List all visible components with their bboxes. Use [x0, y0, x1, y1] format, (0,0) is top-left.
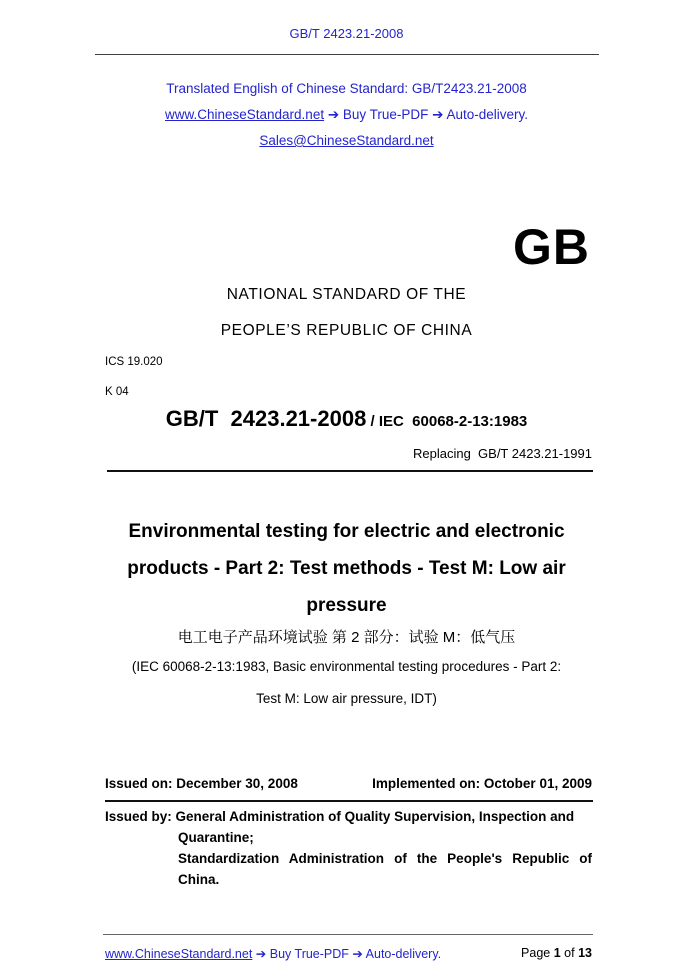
sales-email-link[interactable]: Sales@ChineseStandard.net [259, 133, 434, 148]
title-line-1: Environmental testing for electric and electronic [128, 521, 565, 542]
header-divider [95, 54, 599, 55]
chinesestandard-site-link[interactable]: www.ChineseStandard.net [164, 107, 325, 122]
national-standard-line-1: NATIONAL STANDARD OF THE [226, 286, 467, 303]
iec-number: IEC 60068-2-13:1983 [378, 413, 528, 430]
title-line-2: products - Part 2: Test methods - Test M: Low air [127, 558, 566, 579]
page-label: Page [521, 946, 551, 960]
intro-block [0, 80, 693, 158]
implemented-on-date: Implemented on: October 01, 2009 [372, 776, 592, 791]
of-label: of [564, 946, 575, 960]
issued-by-org-1: General Administration of Quality Supervision, Inspection and [175, 809, 575, 824]
title-line-3: pressure [306, 595, 387, 616]
issued-by-line-3: Standardization Administration of the People's Republic of [178, 851, 592, 866]
standard-number-line [0, 406, 693, 432]
issued-by-line-2: Quarantine; [178, 830, 254, 845]
header-doc-code: GB/T 2423.21-2008 [289, 26, 404, 41]
idt-line-1: (IEC 60068-2-13:1983, Basic environmental testing procedures - Part 2: [131, 659, 562, 674]
idt-line-2: Test M: Low air pressure, IDT) [256, 691, 437, 706]
issued-by-block [105, 806, 592, 890]
buy-line [0, 106, 693, 124]
issue-divider [105, 800, 593, 802]
footer-rest: ➔ Buy True-PDF ➔ Auto-delivery. [252, 947, 442, 961]
translated-line: Translated English of Chinese Standard: GB/T2423.21-2008 [166, 81, 527, 96]
replacing-note: Replacing GB/T 2423.21-1991 [413, 446, 592, 461]
issued-on-date: Issued on: December 30, 2008 [105, 776, 298, 791]
k-code: K 04 [105, 386, 129, 398]
standard-divider [107, 470, 593, 472]
footer [105, 946, 592, 961]
sales-email-line [0, 132, 693, 150]
document-title-cn: 电工电子产品环境试验 第 2 部分：试验 M：低气压 [177, 629, 516, 646]
national-standard-line-2: PEOPLE’S REPUBLIC OF CHINA [220, 322, 473, 339]
issued-by-label: Issued by: [105, 809, 172, 824]
footer-link-line [105, 946, 441, 961]
gb-emblem: GB [513, 219, 590, 275]
ics-code: ICS 19.020 [105, 356, 163, 368]
page-number: 1 [553, 946, 561, 960]
issue-row [105, 776, 592, 791]
page-indicator [521, 946, 592, 961]
standard-number: GB/T 2423.21-2008 [165, 406, 367, 431]
footer-site-link[interactable]: www.ChineseStandard.net [105, 947, 253, 961]
issued-by-line-4: China. [178, 872, 220, 887]
document-title-en [40, 513, 653, 624]
standard-separator: / [366, 413, 379, 430]
footer-divider [103, 934, 593, 935]
issued-by-line-1 [105, 806, 592, 827]
buy-line-rest: ➔ Buy True-PDF ➔ Auto-delivery. [324, 107, 529, 122]
total-pages: 13 [578, 946, 592, 960]
